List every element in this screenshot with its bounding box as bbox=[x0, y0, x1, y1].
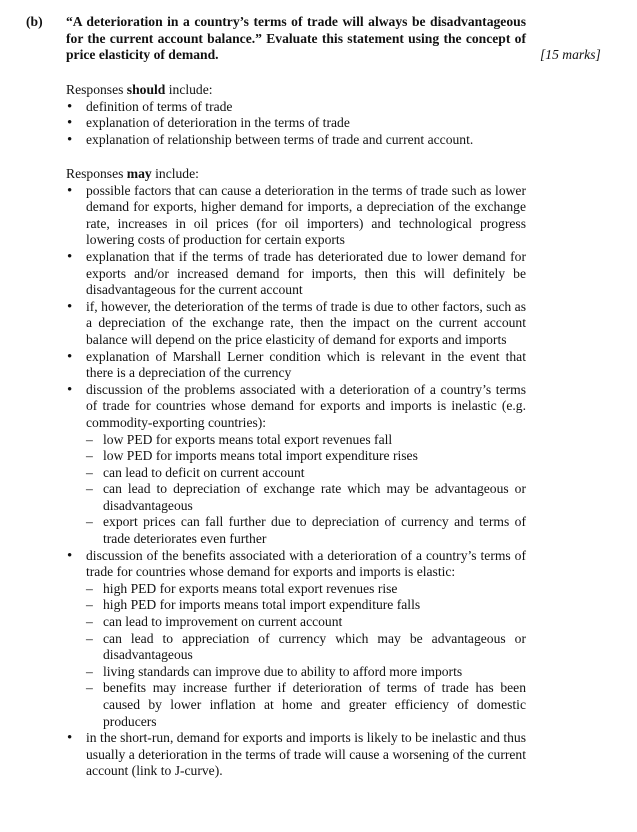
sublist-item bbox=[86, 664, 526, 681]
bullet-icon: • bbox=[67, 348, 73, 365]
bullet-icon: • bbox=[67, 248, 73, 265]
dash-icon: – bbox=[86, 614, 93, 630]
list-item bbox=[66, 132, 526, 149]
sublist-item-text: can lead to depreciation of exchange rate which may be advantageous or disadvantageous bbox=[103, 481, 526, 513]
sublist-item bbox=[86, 448, 526, 465]
list-item bbox=[66, 299, 526, 349]
sublist-item-text: export prices can fall further due to depreciation of currency and terms of trade deteriorates even further bbox=[103, 514, 526, 547]
dash-icon: – bbox=[86, 481, 93, 497]
may-include-section bbox=[66, 166, 526, 780]
question-label: (b) bbox=[26, 14, 43, 29]
sublist-item-text: can lead to improvement on current account bbox=[103, 614, 343, 630]
list-item bbox=[66, 183, 526, 249]
sublist-item bbox=[86, 581, 526, 598]
sublist-item bbox=[86, 481, 526, 514]
intro-emphasis: may bbox=[126, 166, 152, 181]
question-marks: [15 marks] bbox=[540, 47, 601, 62]
dash-icon: – bbox=[86, 448, 93, 464]
list-item bbox=[66, 548, 526, 731]
dash-icon: – bbox=[86, 630, 93, 646]
list-item bbox=[66, 730, 526, 780]
bullet-icon: • bbox=[67, 547, 73, 564]
bullet-icon: • bbox=[67, 98, 73, 115]
sublist-item bbox=[86, 597, 526, 614]
sublist-item-text: high PED for imports means total import expenditure falls bbox=[103, 597, 421, 613]
list-item-text: discussion of the benefits associated with a deterioration of a country’s terms of trade for countries whose demand for exports and imports is elastic: bbox=[86, 547, 526, 580]
sublist-item bbox=[86, 514, 526, 547]
list-item bbox=[66, 115, 526, 132]
sublist-item bbox=[86, 614, 526, 631]
sublist-item-text: can lead to appreciation of currency which may be advantageous or disadvantageous bbox=[103, 630, 526, 663]
sublist-item-text: high PED for exports means total export revenues rise bbox=[103, 580, 398, 596]
bullet-icon: • bbox=[67, 182, 73, 199]
list-item-text: discussion of the problems associated with a deterioration of a country’s terms of trade for countries whose demand for exports and imports is inelastic (e.g. commodity-exporting countries): bbox=[86, 381, 526, 430]
sublist-item-text: living standards can improve due to ability to afford more imports bbox=[103, 663, 463, 679]
bullet-icon: • bbox=[67, 115, 73, 132]
list-item bbox=[66, 382, 526, 548]
list-item-text: explanation of deterioration in the terms of trade bbox=[86, 115, 350, 131]
sublist-item bbox=[86, 465, 526, 482]
list-item bbox=[66, 99, 526, 116]
bullet-icon: • bbox=[67, 381, 73, 398]
should-include-list bbox=[66, 99, 526, 149]
dash-icon: – bbox=[86, 680, 93, 696]
dash-icon: – bbox=[86, 514, 93, 530]
may-include-intro bbox=[66, 166, 526, 183]
intro-prefix: Responses bbox=[66, 82, 127, 97]
sublist-item bbox=[86, 631, 526, 664]
intro-suffix: include: bbox=[165, 82, 213, 97]
intro-emphasis: should bbox=[126, 82, 166, 97]
bullet-icon: • bbox=[67, 730, 73, 747]
should-include-intro bbox=[66, 82, 526, 99]
list-item-text: in the short-run, demand for exports and imports is likely to be inelastic and thus usually a deterioration in the terms of trade will cause a worsening of the current account (link to J-curve). bbox=[86, 730, 526, 779]
sublist-item bbox=[86, 680, 526, 730]
sublist-item-text: low PED for imports means total import expenditure rises bbox=[103, 448, 418, 464]
bullet-icon: • bbox=[67, 131, 73, 148]
problems-sublist bbox=[86, 432, 526, 548]
sublist-item-text: benefits may increase further if deterioration of terms of trade has been caused by lower inflation at home and greater efficiency of domestic producers bbox=[103, 680, 526, 729]
sublist-item-text: can lead to deficit on current account bbox=[103, 464, 305, 480]
intro-prefix: Responses bbox=[66, 166, 127, 181]
list-item-text: explanation of relationship between terms of trade and current account. bbox=[86, 131, 474, 147]
dash-icon: – bbox=[86, 464, 93, 480]
benefits-sublist bbox=[86, 581, 526, 730]
may-include-list bbox=[66, 183, 526, 780]
dash-icon: – bbox=[86, 663, 93, 679]
list-item bbox=[66, 349, 526, 382]
sublist-item-text: low PED for exports means total export revenues fall bbox=[103, 431, 393, 447]
list-item-text: definition of terms of trade bbox=[86, 98, 233, 114]
bullet-icon: • bbox=[67, 298, 73, 315]
list-item-text: possible factors that can cause a deterioration in the terms of trade such as lower demand for exports, higher demand for imports, a depreciation of the exchange rate, increases in oil prices (for oil importers) and technological progress lowering costs of production for certain exports bbox=[86, 182, 526, 248]
intro-suffix: include: bbox=[151, 166, 199, 181]
sublist-item bbox=[86, 432, 526, 449]
list-item-text: if, however, the deterioration of the terms of trade is due to other factors, such as a depreciation of the exchange rate, then the impact on the current account balance will depend on the price elasticity of demand for exports and imports bbox=[86, 298, 526, 347]
list-item-text: explanation that if the terms of trade has deteriorated due to lower demand for exports and/or increased demand for imports, then this will definitely be disadvantageous for the current account bbox=[86, 248, 526, 298]
dash-icon: – bbox=[86, 580, 93, 596]
list-item bbox=[66, 249, 526, 299]
should-include-section bbox=[66, 82, 526, 148]
dash-icon: – bbox=[86, 431, 93, 447]
question-text: “A deterioration in a country’s terms of trade will always be disadvantageous for the current account balance.” Evaluate this statement using the concept of price elasticity of demand. bbox=[66, 14, 526, 63]
list-item-text: explanation of Marshall Lerner condition which is relevant in the event that there is a depreciation of the currency bbox=[86, 348, 526, 381]
dash-icon: – bbox=[86, 597, 93, 613]
